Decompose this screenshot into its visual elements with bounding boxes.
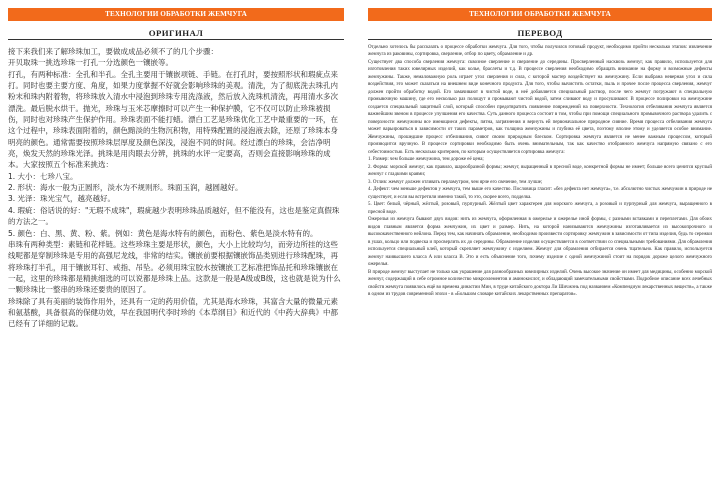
original-list-item: 5. 颜色：白、黑、黄、粉、紫。例如：黄色是海水特有的颜色，而粉色、紫色是淡水特有的。 — [8, 228, 318, 238]
original-paragraph: 开贝取珠一挑选珍珠一打孔一分选颜色一镶嵌等。 — [8, 58, 173, 68]
original-paragraph: 串珠有两种类型：素链和花样链。这些珍珠主要是形状，颜色，大小上比较均匀，而旁边所挂的这些线呢都是穿制珍珠是专用的高强尼龙线，非常的结实。镶嵌前要根据镶嵌饰品类别进行珍珠配珠，再将珍珠打半孔，用于镶嵌耳钉、戒指、吊坠。必须用珠宝胶水按镶嵌工艺标准把饰品托和珍珠镶嵌在一起，这里的珍珠都是精挑细选的可以说都是珍珠上品。这款是一般是A级或B级，这也就是说为什么一颗珍珠比一整串的珍珠还要贵的原因了。 — [8, 239, 341, 295]
original-paragraph: 打孔，有两种标准：全孔和半孔。全孔主要用于镶嵌项链、手链。在打孔时，要按照形状和瑕疵点来打。同时也要主要方度、角度，如果力度掌握不好就会影响珍珠的美观。清洗，为了彻底洗去珠孔内粉末和珠内附着物，将珍珠放入清水中浸泡到珍珠专用洗涤液，然后放入洗珠机清洗，再用清水多次漂洗。最后脱水烘干。抛光，珍珠与玉米芯摩擦时可以产生一种保护膜，它不仅可以防止珍珠被损伤，同时也对珍珠产生保护作用。珍珠表面不能打蜡。漂白工艺是珍珠优化工艺中最重要的一环，在这个过程中，珍珠表面附着的，颜色黯淡的生物沉积物，用特殊配置的浸泡液去除，还原了珍珠本身明亮的颜色。通常需要按照珍珠层厚度及颜色深浅，浸泡不同的时间。经过漂白的珍珠，会洁净明亮，焕发天然的珍珠光泽。挑珠是用肉眼去分辨，挑珠的水评一定要高，否则会直接影响珍珠的成本。大家按照五个标准来挑选： — [8, 69, 338, 170]
translation-paragraph: Существует два способа сверления жемчуга: сквозное сверление и сверление до середины. Просверленный насквозь жемчуг, как правило, используется для изготовления таких ювелирных изделий, как колье, браслеты и т.д. В процессе сверления необходимо обращать внимание на форму и возможные дефекты жемчужины. Также, немаловажную роль играет угол сверления и сила, с которой мастер воздействует на жемчужину. Если выбрана неверная угол и сила воздействия, это может сказаться на внешнем виде конечного продукта. Для того, чтобы вычистить остатки, пыль и прочее после процесса сверления, жемчуг должен пройти обработку водой. Его замачивают в чистой воде, в неё добавляется специальный раствор, после чего жемчуг погружают в специальную промывочную машину, где его несколько раз полощут и промывают чистой водой, затем сливают воду и просушивают. В процессе полировки на жемчужине создается специальный защитный слой, который способен предотвратить появление повреждений на поверхности. Технология отбеливания жемчуга является важнейшим звеном в процессе улучшения его качества. Суть данного процесса состоит в том, чтобы при помощи специального промывочного раствора удалить с поверхности жемчужины все имеющиеся дефекты, пятна, загрязнения и вернуть ей первоначальное природное сияние. Время процесса отбеливания жемчуга может варьироваться в зависимости от таких параметров, как толщина жемчужины и глубина её цвета, поэтому вполне этому и уделяется особое внимание. Жемчужины, прошедшие процесс отбеливания, сияют своим природным блеском. Сортировка жемчуга является не менее важным процессом, который производится вручную. В процессе сортировки необходимо быть очень внимательным, так как качество отобранного жемчуга напрямую связано с его себестоимостью. Есть несколько критериев, по которым осуществляется сортировка жемчуга: — [368, 59, 712, 155]
translation-title: ПЕРЕВОД — [517, 28, 563, 38]
original-page — [0, 0, 352, 480]
translation-list-item: 2. Форма: морской жемчуг, как правило, шарообразной формы; жемчуг, выращенный в пресной воде, конкретной формы не имеет; больше всего ценится круглый жемчуг с гладкими краями; — [368, 164, 712, 178]
translation-paragraph: В природе жемчуг выступает не только как украшение для разнообразных ювелирных изделий. Очень высокое значение он имеет для медицины, особенно морской жемчуг, содержащий в себе огромное количество микроэлементов и аминокислот, и обладающий замечательными свойствами. Подробное описание всех лечебных свойств жемчуга появилось ещё во времена династии Мин, в труде китайского доктора Ли Шичжэнь под названием «Компендиум лекарственных веществ», а также в одном из трудов современной эпохи - в «Большом словаре китайских лекарственных препаратов». — [368, 269, 712, 297]
original-header-bar: ТЕХНОЛОГИИ ОБРАБОТКИ ЖЕМЧУГА — [8, 8, 344, 21]
original-list-item: 2. 形状：海水一般为正圆形，淡水为不规则形。珠面玉润，越圆越好。 — [8, 183, 243, 193]
translation-page — [360, 0, 720, 480]
original-divider — [8, 39, 344, 40]
original-list-item: 1. 大小：七珍八宝。 — [8, 171, 78, 181]
translation-list-item: 5. Цвет: белый, чёрный, жёлтый, розовый, пурпурный. Жёлтый цвет характерен для морского жемчуга, а розовый и пурпурный для жемчуга, выращенного в пресной воде. — [368, 202, 712, 215]
translation-divider — [368, 39, 712, 40]
translation-list-item: 3. Отлив: жемчуг должен отливать перламутром, чем ярче его свечение, тем лучше; — [368, 179, 543, 185]
page-gutter — [352, 0, 360, 480]
original-list-item: 4. 瑕疵：俗话说的好："无瑕不成珠"，瑕疵越少表明珍珠品质越好，但不能没有，这也是鉴定真假珠的方法之一。 — [8, 205, 340, 227]
translation-list-item: 1. Размер: чем больше жемчужина, тем дороже её цена; — [368, 157, 484, 163]
translation-paragraph: Ожерелья из жемчуга бывают двух видов: нить из жемчуга, оформленная в ожерелье и ожерелье иной формы, с разными вставками и переплетами. Для обоих видов главным является форма жемчужин, их цвет и размер. Нить, на которой нанизываются жемчужины изготавливается из высокопрочного и высококачественного нейлона. Перед тем, как начинать обрамление, необходимо произвести сортировку жемчужин в зависимости от типа изделия, будь то сережки в ушах, кольцо или подвеска и просверлить их до середины. Обрамление изделия осуществляется в соответствии со специальными требованиями. Для обрамления используется специальный клей, который скрепляет жемчужину с изделием. Жемчуг для обрамления отбирается очень тщательно. Как правило, используется жемчуг наивысшего класса A или класса B. Это и есть объяснение того, почему изделие с одной жемчужиной стоит на порядок дороже целого жемчужного ожерелья. — [368, 217, 712, 268]
original-paragraph: 珍珠除了具有美丽的装饰作用外，还具有一定的药用价值，尤其是海水珍珠，其富含大量的微量元素和氨基酸，具备很高的保健功效，早在我国明代李时珍的《本草纲目》和近代的《中药大辞典》中都已经有了详细的记载。 — [8, 296, 338, 329]
original-paragraph: 接下来我们来了解珍珠加工，要做成成品必须不了的几个步骤： — [8, 47, 218, 56]
translation-header-bar: ТЕХНОЛОГИИ ОБРАБОТКИ ЖЕМЧУГА — [368, 8, 712, 21]
translation-list-item: 4. Дефект: чем меньше дефектов у жемчуга, тем выше его качество. Пословица гласит: «без дефекта нет жемчуга», т.е. абсолютно чистых жемчужин в природе не существует, и если вы встретили именно такой, то это, скорее всего, подделка. — [368, 187, 712, 200]
original-list-item: 3. 光泽：珠光宝气，越亮越好。 — [8, 194, 116, 204]
translation-paragraph: Отдельно хотелось бы рассказать о процессе обработки жемчуга. Для того, чтобы получился готовый продукт, необходимо пройти несколько этапов: извлечение жемчуга из раковины, сортировка, сверление, отбор по цвету, обрамление и др. — [368, 45, 712, 58]
original-body-text — [8, 46, 344, 476]
original-title: ОРИГИНАЛ — [148, 28, 204, 38]
translation-body-text — [368, 44, 712, 478]
